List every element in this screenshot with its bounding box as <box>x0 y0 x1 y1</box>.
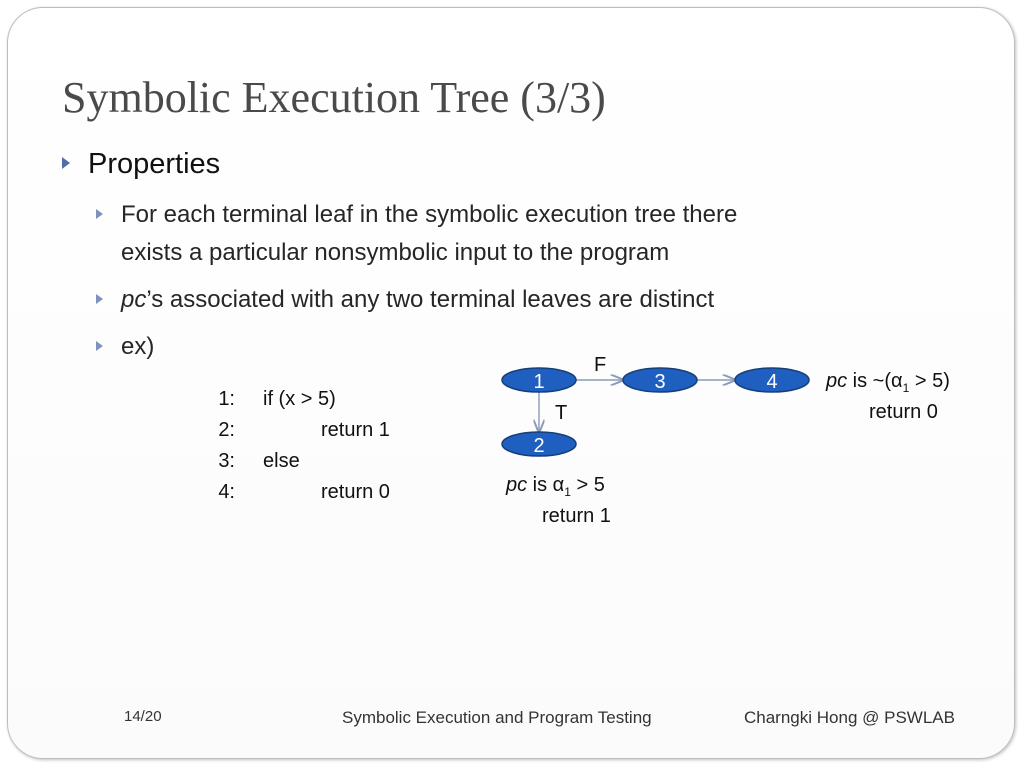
sub-bullet-3-text: ex) <box>121 333 155 360</box>
footer-author: Charngki Hong @ PSWLAB <box>744 708 955 727</box>
leaf-bottom-return: return 1 <box>542 505 611 527</box>
leaf-right-pc: pc is $\sim(\alpha_1 > 5)$ <box>826 370 950 395</box>
sub-bullet-1-line1: For each terminal leaf in the symbolic execution tree there <box>121 201 738 228</box>
sub-bullet-1-line2: exists a particular nonsymbolic input to the program <box>121 239 670 266</box>
slide-title: Symbolic Execution Tree (3/3) <box>62 73 606 122</box>
tree-node-4-label: 4 <box>766 371 778 393</box>
tree-node-2-label: 2 <box>533 435 545 457</box>
footer-page-number: 14/20 <box>124 708 162 725</box>
footer-center-text: Symbolic Execution and Program Testing <box>342 708 652 727</box>
pc-italic: pc <box>121 286 147 313</box>
leaf-bottom-pc: pc is $\alpha_1 > 5$ <box>506 474 605 499</box>
leaf-right-return: return 0 <box>869 401 938 423</box>
sub-bullet-2-text: ’s associated with any two terminal leaves are distinct <box>146 286 715 313</box>
edge-false-label: F <box>594 354 607 376</box>
edge-true-label: T <box>555 402 568 424</box>
bullet-properties-text: Properties <box>88 148 221 180</box>
tree-node-3-label: 3 <box>654 371 666 393</box>
tree-node-1-label: 1 <box>533 371 545 393</box>
